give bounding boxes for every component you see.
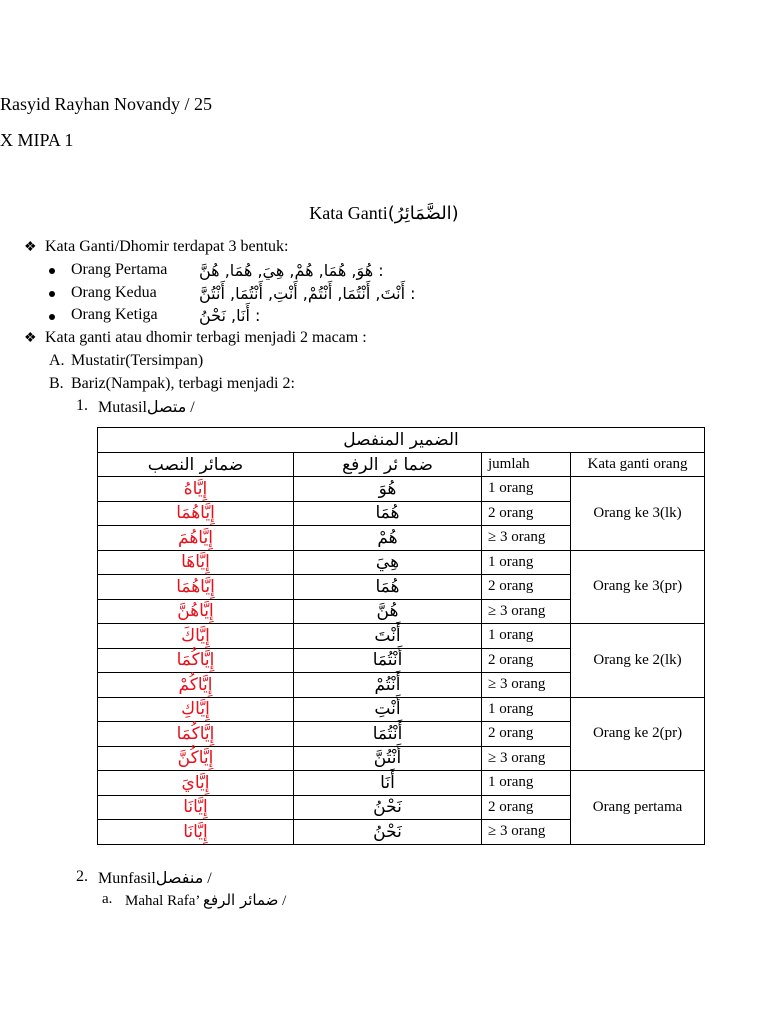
rafa-cell: هُوَ xyxy=(294,477,482,502)
rafa-cell: نَحْنُ xyxy=(294,795,482,820)
nasb-cell: إِيَّانَا xyxy=(98,795,294,820)
intro-item-label: Orang Ketiga xyxy=(71,306,158,323)
count-cell: 1 orang xyxy=(482,477,571,502)
subtype-2-marker: 2. xyxy=(76,868,88,885)
person-cell: Orang ke 3(lk) xyxy=(571,477,705,551)
rafa-cell: أَنْتُمْ xyxy=(294,673,482,698)
nasb-cell: إِيَّاهَا xyxy=(98,550,294,575)
type-a-label: Mustatir(Tersimpan) xyxy=(71,352,204,369)
intro-item-value: : أَنَا, نَحْنُ xyxy=(199,306,261,325)
rafa-cell: هُمَا xyxy=(294,575,482,600)
nasb-cell: إِيَّاكَ xyxy=(98,624,294,649)
type-b-label: Bariz(Nampak), terbagi menjadi 2: xyxy=(71,375,295,392)
header-nasb: ضمائر النصب xyxy=(98,453,294,477)
diamond-bullet-icon: ❖ xyxy=(24,240,37,255)
types-bullet xyxy=(24,329,37,347)
rafa-cell: أَنْتُمَا xyxy=(294,648,482,673)
header-rafa: ضما ئر الرفع xyxy=(294,453,482,477)
diamond-bullet-icon: ❖ xyxy=(24,331,37,346)
count-cell: 2 orang xyxy=(482,575,571,600)
round-bullet-icon xyxy=(49,314,55,320)
count-cell: 1 orang xyxy=(482,697,571,722)
rafa-cell: أَنْتِ xyxy=(294,697,482,722)
rafa-cell: أَنْتَ xyxy=(294,624,482,649)
nasb-cell: إِيَّاهُمَا xyxy=(98,575,294,600)
nasb-cell: إِيَّاكُمْ xyxy=(98,673,294,698)
table-row xyxy=(98,550,705,575)
count-cell: 1 orang xyxy=(482,771,571,796)
nasb-cell: إِيَّاهُمَ xyxy=(98,526,294,551)
class-line: X MIPA 1 xyxy=(0,130,74,150)
nasb-cell: إِيَّانَا xyxy=(98,820,294,845)
subtype-2-arabic: منفصل xyxy=(155,868,204,887)
rafa-cell: هِيَ xyxy=(294,550,482,575)
subtype-1-arabic: متصل xyxy=(146,397,187,416)
nasb-cell: إِيَّاهُمَا xyxy=(98,501,294,526)
nasb-cell: إِيَّاكُمَا xyxy=(98,722,294,747)
person-cell: Orang pertama xyxy=(571,771,705,845)
count-cell: 1 orang xyxy=(482,624,571,649)
page-title xyxy=(0,203,768,224)
rafa-cell: هُنَّ xyxy=(294,599,482,624)
rafa-cell: نَحْنُ xyxy=(294,820,482,845)
subtype-2-heading xyxy=(98,868,212,888)
count-cell: ≥ 3 orang xyxy=(482,746,571,771)
table-row xyxy=(98,771,705,796)
subtype-2-suffix: / xyxy=(203,870,212,887)
intro-item-value: : هُوَ, هُمَا, هُمْ, هِيَ, هُمَا, هُنَّ xyxy=(199,261,384,280)
rafa-cell: أَنْتُمَا xyxy=(294,722,482,747)
rafa-cell: أَنَا xyxy=(294,771,482,796)
person-cell: Orang ke 3(pr) xyxy=(571,550,705,624)
title-arabic: (الضَّمَائِرُ) xyxy=(387,203,459,224)
table-header-row xyxy=(98,453,705,477)
table-row xyxy=(98,477,705,502)
intro-bullet xyxy=(24,238,37,256)
subtype-1-marker: 1. xyxy=(76,397,88,414)
count-cell: 2 orang xyxy=(482,648,571,673)
rafa-cell: هُمْ xyxy=(294,526,482,551)
type-a-marker: A. xyxy=(49,352,65,369)
person-cell: Orang ke 2(pr) xyxy=(571,697,705,771)
subtype-2a-heading xyxy=(125,891,286,910)
rafa-cell: أَنْتُنَّ xyxy=(294,746,482,771)
subtype-1-suffix: / xyxy=(186,399,195,416)
person-cell: Orang ke 2(lk) xyxy=(571,624,705,698)
count-cell: ≥ 3 orang xyxy=(482,673,571,698)
nasb-cell: إِيَّايَ xyxy=(98,771,294,796)
count-cell: 1 orang xyxy=(482,550,571,575)
type-b-marker: B. xyxy=(49,375,64,392)
intro-item-label: Orang Pertama xyxy=(71,261,168,278)
subtype-2a-marker: a. xyxy=(102,891,113,907)
intro-text: Kata Ganti/Dhomir terdapat 3 bentuk: xyxy=(45,238,289,255)
title-text: Kata Ganti xyxy=(309,203,388,223)
subtype-2-label: Munfasil xyxy=(98,870,156,887)
subtype-2a-arabic: ضمائر الرفع xyxy=(203,891,279,909)
nasb-cell: إِيَّاهُنَّ xyxy=(98,599,294,624)
header-person: Kata ganti orang xyxy=(571,453,705,477)
count-cell: 2 orang xyxy=(482,501,571,526)
table-row xyxy=(98,697,705,722)
intro-item-value: : أَنْتَ, أَنْتُمَا, أَنْتُمْ, أَنْتِ, أَنْتُمَا, أَنْتُنَّ xyxy=(199,284,416,303)
table-row xyxy=(98,624,705,649)
round-bullet-icon xyxy=(49,268,55,274)
nasb-cell: إِيَّاكُنَّ xyxy=(98,746,294,771)
subtype-2a-suffix: / xyxy=(278,893,287,909)
count-cell: ≥ 3 orang xyxy=(482,820,571,845)
count-cell: 2 orang xyxy=(482,722,571,747)
nasb-cell: إِيَّاكُمَا xyxy=(98,648,294,673)
subtype-2a-label: Mahal Rafa’ xyxy=(125,893,200,909)
subtype-1-label: Mutasil xyxy=(98,399,147,416)
count-cell: ≥ 3 orang xyxy=(482,526,571,551)
nasb-cell: إِيَّاهُ xyxy=(98,477,294,502)
types-text: Kata ganti atau dhomir terbagi menjadi 2 macam : xyxy=(45,329,367,346)
header-jumlah: jumlah xyxy=(482,453,571,477)
table-caption: الضمير المنفصل xyxy=(98,428,705,453)
nasb-cell: إِيَّاكِ xyxy=(98,697,294,722)
count-cell: 2 orang xyxy=(482,795,571,820)
subtype-1-heading xyxy=(98,397,195,417)
rafa-cell: هُمَا xyxy=(294,501,482,526)
count-cell: ≥ 3 orang xyxy=(482,599,571,624)
intro-item-label: Orang Kedua xyxy=(71,284,157,301)
round-bullet-icon xyxy=(49,291,55,297)
pronoun-table xyxy=(97,427,705,845)
author-line: Rasyid Rayhan Novandy / 25 xyxy=(0,94,212,114)
